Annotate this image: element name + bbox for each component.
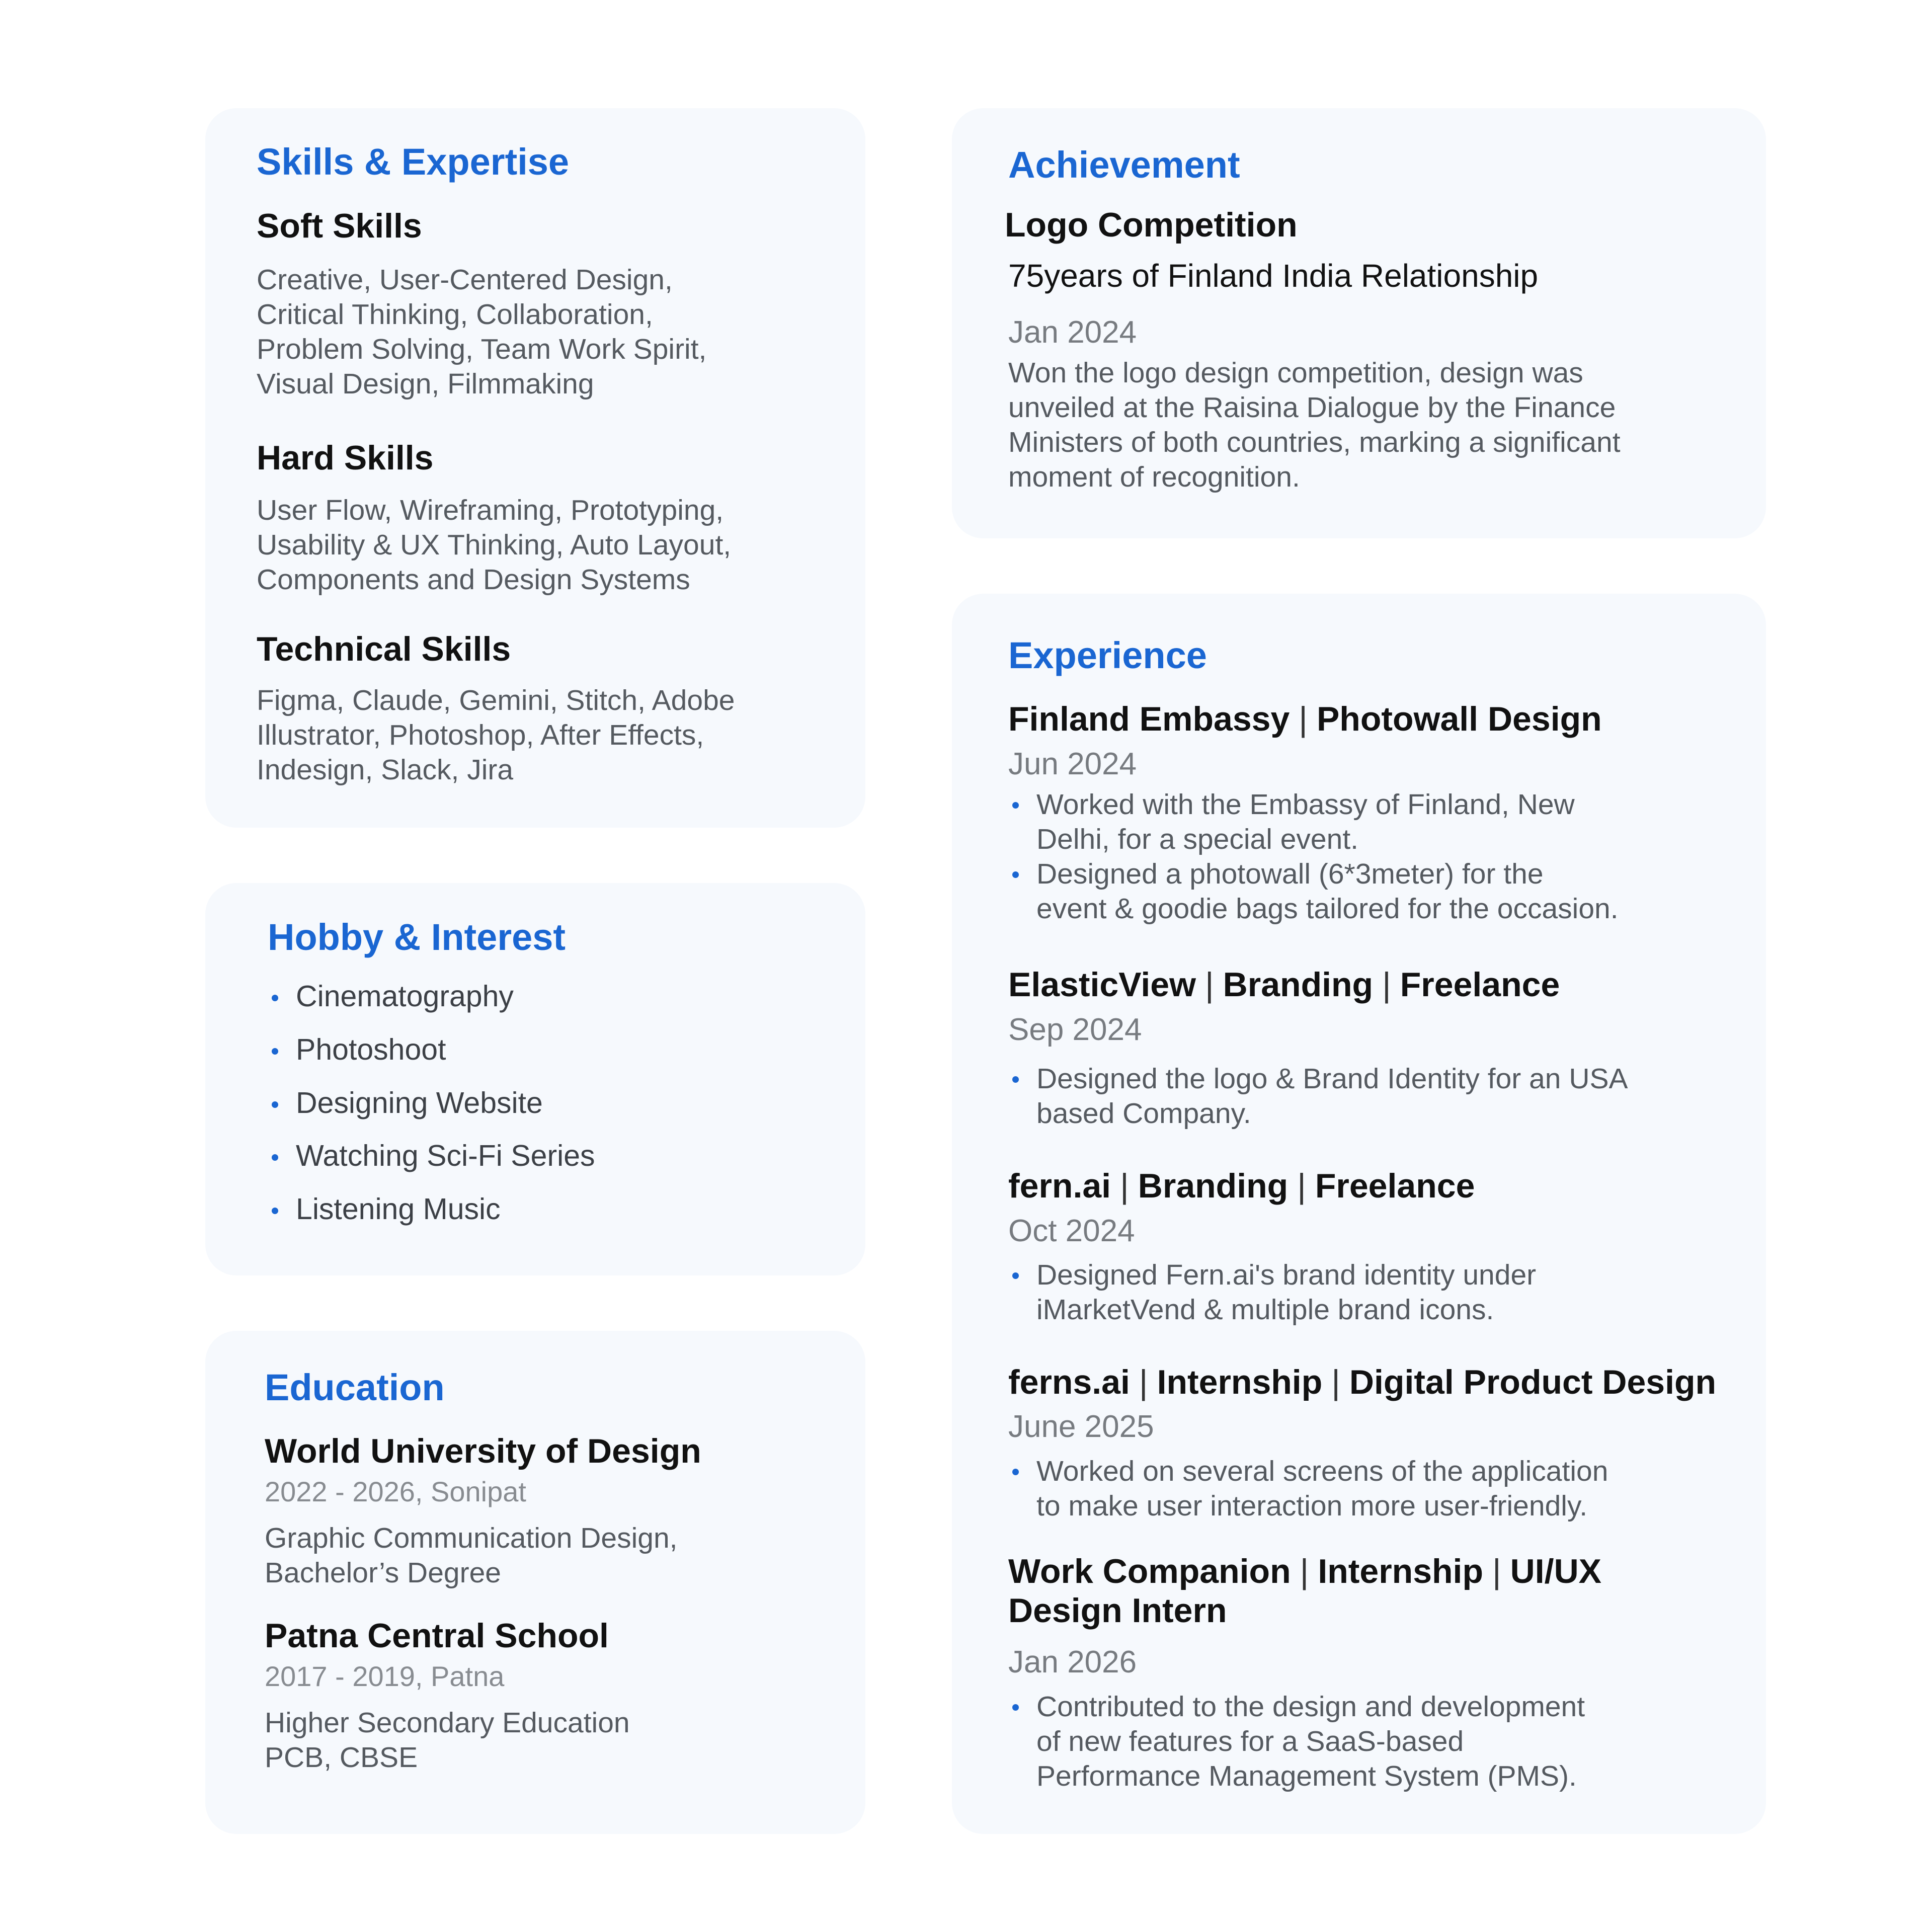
education-card xyxy=(205,1331,865,1834)
experience-entry-title: ElasticView | Branding | Freelance xyxy=(1008,966,1560,1004)
achievement-card xyxy=(952,108,1766,538)
hobby-list xyxy=(268,979,595,1227)
experience-bullets xyxy=(1008,787,1619,926)
experience-entry-title: ferns.ai | Internship | Digital Product Design xyxy=(1008,1363,1717,1401)
experience-date: Sep 2024 xyxy=(1008,1012,1142,1047)
hobby-title: Hobby & Interest xyxy=(268,916,566,958)
technical-skills-title: Technical Skills xyxy=(257,630,511,668)
technical-skills-text: Figma, Claude, Gemini, Stitch, Adobe Illustrator, Photoshop, After Effects, Indesign, Slack, Jira xyxy=(257,684,735,786)
education-meta: 2017 - 2019, Patna xyxy=(265,1660,505,1692)
hard-skills-text: User Flow, Wireframing, Prototyping, Usability & UX Thinking, Auto Layout, Components and Design Systems xyxy=(257,494,732,596)
education-school: Patna Central School xyxy=(265,1617,609,1655)
list-item: Designed a photowall (6*3meter) for the event & goodie bags tailored for the occasion. xyxy=(1008,857,1619,926)
list-item: Worked on several screens of the application to make user interaction more user-friendly. xyxy=(1008,1454,1608,1524)
education-school: World University of Design xyxy=(265,1432,701,1470)
experience-entry-title: Finland Embassy | Photowall Design xyxy=(1008,700,1602,738)
experience-date: June 2025 xyxy=(1008,1409,1154,1444)
experience-title: Experience xyxy=(1008,634,1207,676)
list-item: Worked with the Embassy of Finland, New Delhi, for a special event. xyxy=(1008,787,1619,857)
achievement-date: Jan 2024 xyxy=(1008,315,1137,350)
hobby-item: Cinematography xyxy=(268,979,595,1014)
experience-date: Jan 2026 xyxy=(1008,1645,1137,1679)
hobby-item: Listening Music xyxy=(268,1191,595,1227)
soft-skills-title: Soft Skills xyxy=(257,207,422,245)
experience-date: Jun 2024 xyxy=(1008,747,1137,781)
experience-date: Oct 2024 xyxy=(1008,1214,1135,1248)
experience-entry-title: Work Companion | Internship | UI/UX Design Intern xyxy=(1008,1552,1602,1630)
achievement-description: Won the logo design competition, design was unveiled at the Raisina Dialogue by the Finance Ministers of both countries, marking a significant moment of recognition. xyxy=(1008,357,1621,493)
education-degree: Higher Secondary Education PCB, CBSE xyxy=(265,1707,630,1774)
hobby-item: Designing Website xyxy=(268,1085,595,1121)
list-item: Contributed to the design and development of new features for a SaaS-based Performance Management System (PMS). xyxy=(1008,1690,1585,1794)
soft-skills-text: Creative, User-Centered Design, Critical Thinking, Collaboration, Problem Solving, Team Work Spirit, Visual Design, Filmmaking xyxy=(257,264,707,400)
education-meta: 2022 - 2026, Sonipat xyxy=(265,1476,526,1507)
hobby-item: Watching Sci-Fi Series xyxy=(268,1138,595,1174)
list-item: Designed Fern.ai's brand identity under iMarketVend & multiple brand icons. xyxy=(1008,1258,1536,1327)
skills-title: Skills & Expertise xyxy=(257,141,570,183)
experience-entry-title: fern.ai | Branding | Freelance xyxy=(1008,1167,1475,1205)
experience-bullets xyxy=(1008,1690,1585,1794)
achievement-title: Achievement xyxy=(1008,144,1240,186)
skills-card xyxy=(205,108,865,828)
list-item: Designed the logo & Brand Identity for an USA based Company. xyxy=(1008,1062,1628,1131)
education-title: Education xyxy=(265,1367,445,1408)
experience-card xyxy=(952,594,1766,1834)
hobby-item: Photoshoot xyxy=(268,1032,595,1068)
experience-bullets xyxy=(1008,1454,1608,1524)
achievement-name: Logo Competition xyxy=(1005,206,1298,244)
hard-skills-title: Hard Skills xyxy=(257,439,434,477)
experience-bullets xyxy=(1008,1062,1628,1131)
achievement-subtitle: 75years of Finland India Relationship xyxy=(1008,258,1539,294)
education-degree: Graphic Communication Design, Bachelor’s Degree xyxy=(265,1522,678,1589)
experience-bullets xyxy=(1008,1258,1536,1327)
hobby-card xyxy=(205,883,865,1275)
